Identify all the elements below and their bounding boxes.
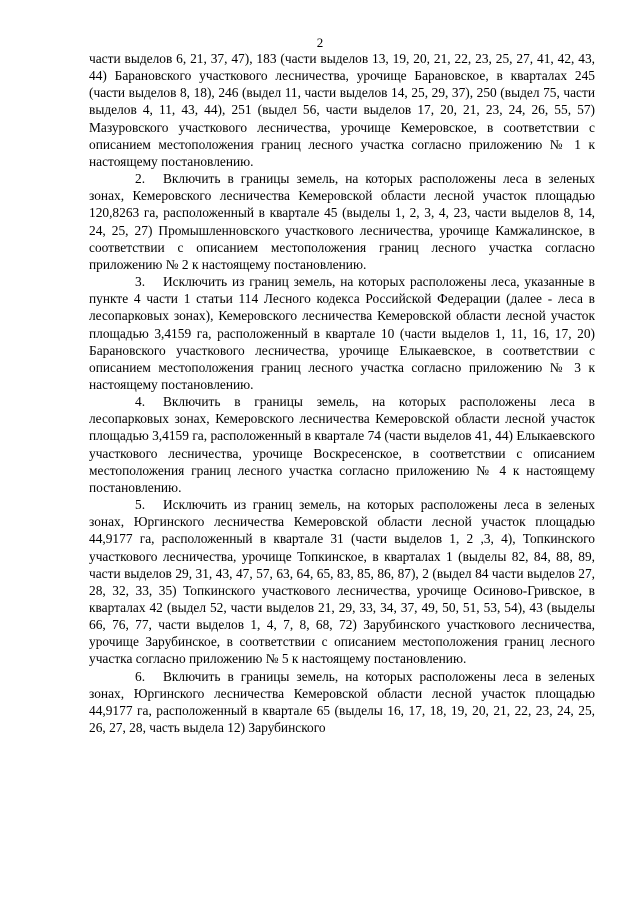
paragraph-number: 6. bbox=[135, 668, 146, 684]
paragraph-item-5 bbox=[89, 496, 595, 668]
paragraph-text: Исключить из границ земель, на которых расположены леса, указанные в пункте 4 части 1 статьи 114 Лесного кодекса Российской Федерации (далее - леса в лесопарковых зонах), Кемеровского лесничества Кемеровской области лесной участок площадью 3,4159 га, расположенный в квартале 10 (части выделов 1, 11, 16, 17, 20) Барановского участкового лесничества, урочище Елыкаевское, в соответствии с описанием местоположения границ лесного участка согласно приложению № 3 к настоящему постановлению. bbox=[89, 274, 595, 392]
paragraph-text: Включить в границы земель, на которых расположены леса в зеленых зонах, Юргинского лесничества Кемеровской области лесной участок площадью 44,9177 га, расположенный в квартале 65 (выделы 16, 17, 18, 19, 20, 21, 22, 23, 24, 25, 26, 27, 28, часть выдела 12) Зарубинского bbox=[89, 668, 595, 736]
document-body bbox=[89, 50, 595, 736]
paragraph-continuation bbox=[89, 50, 595, 170]
paragraph-number: 3. bbox=[135, 274, 146, 290]
paragraph-number: 5. bbox=[135, 497, 146, 513]
paragraph-number: 4. bbox=[135, 394, 146, 410]
paragraph-number: 2. bbox=[135, 171, 146, 187]
paragraph-text: части выделов 6, 21, 37, 47), 183 (части выделов 13, 19, 20, 21, 22, 23, 25, 27, 41, 42, 43, 44) Барановского участкового лесничества, урочище Барановское, в кварталах 245 (части выделов 8, 18), 246 (выдел 11, части выделов 14, 25, 29, 37), 250 (выдел 75, части выделов 4, 11, 43, 44), 251 (выдел 56, части выделов 17, 20, 21, 23, 24, 26, 55, 57) Мазуровского участкового лесничества, урочище Кемеровское, в соответствии с описанием местоположения границ лесного участка согласно приложению № 1 к настоящему постановлению. bbox=[89, 51, 595, 169]
paragraph-item-4 bbox=[89, 393, 595, 496]
paragraph-item-2 bbox=[89, 170, 595, 273]
paragraph-item-3 bbox=[89, 273, 595, 393]
paragraph-text: Исключить из границ земель, на которых расположены леса в зеленых зонах, Юргинского лесничества Кемеровской области лесной участок площадью 44,9177 га, расположенный в квартале 31 (части выделов 1, 2 ,3, 4), Топкинского участкового лесничества, урочище Топкинское, в кварталах 1 (выделы 82, 84, 88, 89, части выделов 29, 31, 43, 47, 57, 63, 64, 65, 83, 85, 86, 87), 2 (выдел 84 части выделов 27, 28, 32, 33, 35) Топкинского участкового лесничества, урочище Осиново-Гривское, в кварталах 42 (выдел 52, части выделов 21, 29, 33, 34, 37, 49, 50, 51, 53, 54), 43 (выделы 66, 76, 77, части выделов 1, 4, 7, 8, 68, 72) Зарубинского участкового лесничества, урочище Зарубинское, в соответствии с описанием местоположения границ лесного участка согласно приложению № 5 к настоящему постановлению. bbox=[89, 497, 595, 667]
page-number: 2 bbox=[316, 35, 324, 50]
paragraph-text: Включить в границы земель, на которых расположены леса в лесопарковых зонах, Кемеровского лесничества Кемеровской области лесной участок площадью 3,4159 га, расположенный в квартале 74 (части выделов 41, 44) Елыкаевского участкового лесничества, урочище Воскресенское, в соответствии с описанием местоположения границ лесного участка согласно приложению № 4 к настоящему постановлению. bbox=[89, 394, 595, 495]
paragraph-text: Включить в границы земель, на которых расположены леса в зеленых зонах, Кемеровского лесничества Кемеровской области лесной участок площадью 120,8263 га, расположенный в квартале 45 (выделы 1, 2, 3, 4, 23, части выделов 8, 14, 24, 25, 27) Промышленновского участкового лесничества, урочище Камжалинское, в соответствии с описанием местоположения границ лесного участка согласно приложению № 2 к настоящему постановлению. bbox=[89, 171, 595, 272]
paragraph-item-6 bbox=[89, 668, 595, 737]
